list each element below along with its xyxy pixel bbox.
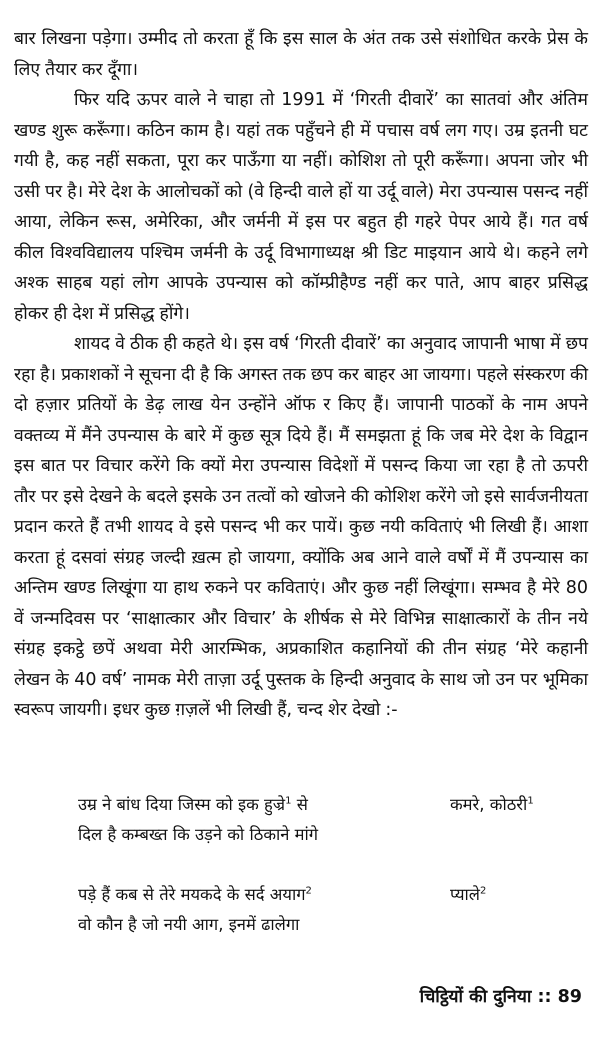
couplet-1-gloss-mark: 1 (527, 795, 534, 807)
couplet-1-line-2-text: दिल है कम्बख्त कि उड़ने को ठिकाने मांगे (78, 825, 319, 844)
couplet-2-gloss-mark: 2 (480, 885, 487, 897)
couplet-1-line-2 (78, 820, 578, 850)
couplet-1-line-1-text: उम्र ने बांध दिया जिस्म को इक हुज्रे (78, 795, 286, 814)
page-body (14, 24, 588, 726)
couplet-2-line-1 (78, 880, 578, 910)
paragraph-1: बार लिखना पड़ेगा। उम्मीद तो करता हूँ कि इस साल के अंत तक उसे संशोधित करके प्रेस के लिए तैयार कर दूँगा। (14, 29, 588, 80)
paragraph-2: फिर यदि ऊपर वाले ने चाहा तो 1991 में ‘गिरती दीवारें’ का सातवां और अंतिम खण्ड शुरू करूँगा। कठिन काम है। यहां तक पहुँचने ही में पचास वर्ष लग गए। उम्र इतनी घट गयी है, कह नहीं सकता, पूरा कर पाऊँगा या नहीं। कोशिश तो पूरी करूँगा। अपना जोर भी उसी पर है। मेरे देश के आलोचकों को (वे हिन्दी वाले हों या उर्दू वाले) मेरा उपन्यास पसन्द नहीं आया, लेकिन रूस, अमेरिका, और जर्मनी में इस पर बहुत ही गहरे पेपर आये हैं। गत वर्ष कील विश्वविद्यालय पश्चिम जर्मनी के उर्दू विभागाध्यक्ष श्री डिट माइयान आये थे। कहने लगे अश्क साहब यहां लोग आपके उपन्यास को कॉम्प्रीहैण्ड नहीं कर पाते, आप बाहर प्रसिद्ध होकर ही देश में प्रसिद्ध होंगे। (14, 90, 588, 324)
couplet-2-line-1-text: पड़े हैं कब से तेरे मयकदे के सर्द अयाग (78, 885, 306, 904)
couplet-2 (78, 880, 578, 940)
couplet-1-line-1-tail: से (291, 795, 308, 814)
page-footer-running-title: चिट्ठियों की दुनिया :: 89 (419, 987, 582, 1007)
couplet-2-gloss-text: प्याले (450, 885, 480, 904)
couplet-1-gloss-text: कमरे, कोठरी (450, 795, 528, 814)
couplet-1-gloss (450, 790, 534, 820)
couplet-1-footnote-mark: 1 (285, 795, 292, 807)
paragraph-3: शायद वे ठीक ही कहते थे। इस वर्ष ‘गिरती दीवारें’ का अनुवाद जापानी भाषा में छप रहा है। प्रकाशकों ने सूचना दी है कि अगस्त तक छप कर बाहर आ जायगा। पहले संस्करण की दो हज़ार प्रतियों के डेढ़ लाख येन उन्होंने ऑफ र किए हैं। जापानी पाठकों के नाम अपने वक्तव्य में मैंने उपन्यास के बारे में कुछ सूत्र दिये हैं। मैं समझता हूं कि जब मेरे देश के विद्वान इस बात पर विचार करेंगे कि क्यों मेरा उपन्यास विदेशों में पसन्द किया जा रहा है तो ऊपरी तौर पर इसे देखने के बदले इसके उन तत्वों को खोजने की कोशिश करेंगे जो इसे सार्वजनीयता प्रदान करते हैं तभी शायद वे इसे पसन्द भी कर पायें। कुछ नयी कविताएं भी लिखी हैं। आशा करता हूं दसवां संग्रह जल्दी ख़त्म हो जायगा, क्योंकि अब आने वाले वर्षों में मैं उपन्यास का अन्तिम खण्ड लिखूंगा या हाथ रुकने पर कविताएं। और कुछ नहीं लिखूंगा। सम्भव है मेरे 80 वें जन्मदिवस पर ‘साक्षात्कार और विचार’ के शीर्षक से मेरे विभिन्न साक्षात्कारों के तीन नये संग्रह इकट्ठे छपें अथवा मेरी आरम्भिक, अप्रकाशित कहानियों की तीन संग्रह ‘मेरे कहानी लेखन के 40 वर्ष’ नामक मेरी ताज़ा उर्दू पुस्तक के हिन्दी अनुवाद के साथ जो उन पर भूमिका स्वरूप जायगी। इधर कुछ ग़ज़लें भी लिखी हैं, चन्द शेर देखो :- (14, 334, 588, 720)
couplet-1-line-1 (78, 790, 578, 820)
couplet-2-line-2 (78, 910, 578, 940)
couplet-1 (78, 790, 578, 850)
couplet-2-line-2-text: वो कौन है जो नयी आग, इनमें ढालेगा (78, 915, 300, 934)
couplet-2-footnote-mark: 2 (305, 885, 312, 897)
couplet-2-gloss (450, 880, 486, 910)
